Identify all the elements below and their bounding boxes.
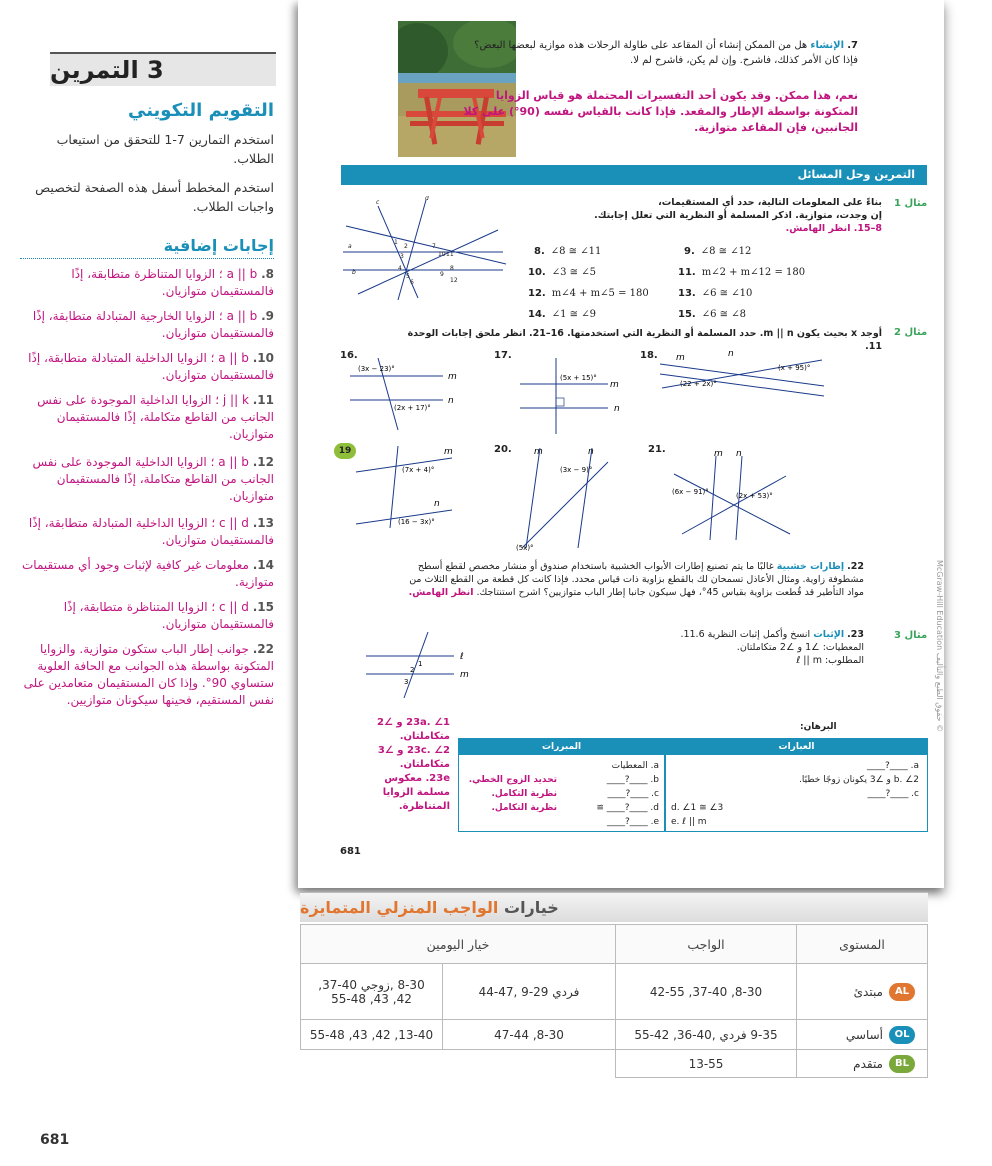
svg-text:9: 9 bbox=[440, 271, 444, 278]
svg-text:(16 − 3x)°: (16 − 3x)° bbox=[398, 518, 435, 526]
svg-text:(x + 95)°: (x + 95)° bbox=[778, 364, 811, 372]
question-7-answer: نعم، هذا ممكن. وقد يكون أحد التفسيرات المحتملة هو قياس الزوايا المتكونة بواسطة الإطار والمقعد. فإذا كانت بالقياس نفسه (90°) على كلا الجانبين، فإن المقاعد متوازية. bbox=[463, 89, 858, 134]
reason-b-answer: تحديد الزوج الخطي. bbox=[468, 775, 557, 785]
svg-text:m: m bbox=[610, 380, 619, 390]
svg-text:11: 11 bbox=[446, 251, 454, 258]
svg-text:6: 6 bbox=[410, 279, 414, 286]
svg-text:4: 4 bbox=[398, 265, 402, 272]
svg-text:m: m bbox=[676, 353, 685, 363]
reason-a: a. المعطيات bbox=[611, 761, 659, 771]
problem-19-badge: 19 bbox=[334, 443, 356, 459]
statement-e: e. ℓ || m bbox=[671, 817, 707, 827]
reason-d-answer: نظرية التكامل. bbox=[491, 803, 557, 813]
figure-19 bbox=[354, 444, 474, 530]
svg-text:n: n bbox=[728, 350, 734, 359]
problem-11: 11. m∠2 + m∠12 = 180 bbox=[678, 267, 806, 278]
reason-c: c. ____?____ bbox=[607, 789, 659, 799]
problem-18-num: 18. bbox=[640, 350, 658, 361]
example-2-label: مثال 2 bbox=[894, 327, 928, 338]
svg-text:1: 1 bbox=[418, 660, 423, 668]
svg-text:m: m bbox=[448, 372, 457, 382]
svg-text:10: 10 bbox=[438, 251, 446, 258]
svg-text:3: 3 bbox=[400, 253, 404, 260]
exercise-title: 3 التمرين bbox=[50, 52, 276, 86]
problem-17-num: 17. bbox=[494, 350, 512, 361]
svg-text:8: 8 bbox=[450, 265, 454, 272]
formative-para-2: استخدم المخطط أسفل هذه الصفحة لتخصيص واجبات الطلاب. bbox=[35, 180, 274, 214]
figure-16 bbox=[348, 356, 468, 436]
statement-d: d. ∠1 ≅ ∠3 bbox=[671, 803, 724, 813]
copyright-credit: McGraw-Hill Education حقوق الطبع والتأليف © bbox=[935, 560, 944, 733]
problem-15: 15. ∠6 ≅ ∠8 bbox=[678, 309, 746, 320]
problem-20-num: 20. bbox=[494, 444, 512, 455]
svg-text:b: b bbox=[352, 269, 356, 276]
statement-b: b. ∠2 و ∠3 يكونان زوجًا خطيًا. bbox=[799, 775, 919, 785]
answer-item: 13. c || d ؛ الزوايا الداخلية المتبادلة متطابقة، إذًا فالمستقيمان متوازيان. bbox=[28, 516, 274, 547]
svg-text:m: m bbox=[460, 670, 469, 680]
answer-item: 10. a || b ؛ الزوايا الداخلية المتبادلة متطابقة، إذًا فالمستقيمان متوازيان. bbox=[28, 351, 274, 382]
svg-text:5: 5 bbox=[406, 273, 410, 280]
section-bar: التمرين وحل المسائل bbox=[341, 165, 927, 185]
svg-text:1: 1 bbox=[394, 239, 398, 246]
svg-text:m: m bbox=[444, 447, 453, 457]
proof-label: البرهان: bbox=[800, 722, 837, 732]
svg-text:(3x − 9)°: (3x − 9)° bbox=[560, 466, 593, 474]
problem-9: 9. ∠8 ≅ ∠12 bbox=[684, 246, 752, 257]
reasons-header: المبررات bbox=[459, 739, 664, 755]
svg-text:n: n bbox=[434, 499, 440, 509]
svg-text:(5x)°: (5x)° bbox=[516, 544, 534, 552]
transversal-figure bbox=[338, 196, 508, 306]
problem-8: 8. ∠8 ≅ ∠11 bbox=[534, 246, 602, 257]
table-row: AL مبتدئ 8-30, 37-40, 42-55 فردي 29-9 ,47-44 8-30 ,زوجي 40-37, 42, 43, 48-55 bbox=[301, 964, 928, 1020]
svg-text:m: m bbox=[534, 447, 543, 457]
figure-18 bbox=[658, 350, 828, 400]
student-page-number: 681 bbox=[340, 846, 361, 857]
figure-17 bbox=[518, 356, 628, 436]
table-row: BL متقدم 13-55 bbox=[301, 1050, 928, 1078]
answer-item: 12. a || b ؛ الزوايا الداخلية الموجودة على نفس الجانب من القاطع متكاملة، إذًا فالمستقيمان متوازيان. bbox=[32, 455, 274, 503]
teacher-margin bbox=[0, 0, 292, 1166]
svg-text:n: n bbox=[614, 404, 620, 414]
reason-b: b. ____?____ bbox=[606, 775, 659, 785]
problem-12: 12. m∠4 + m∠5 = 180 bbox=[528, 288, 649, 299]
problem-21-num: 21. bbox=[648, 444, 666, 455]
proof-table bbox=[458, 738, 928, 832]
problem-13: 13. ∠6 ≅ ∠10 bbox=[678, 288, 753, 299]
page-number: 681 bbox=[40, 1132, 70, 1148]
level-badge: AL bbox=[889, 983, 915, 1001]
problem-10: 10. ∠3 ≅ ∠5 bbox=[528, 267, 596, 278]
reason-d: d. ____?____ ≅ bbox=[596, 803, 659, 813]
answer-item: 22. جوانب إطار الباب ستكون متوازية. والزوايا المتكونة بواسطة هذه الجوانب مع الحافة العلوية ستساوي 90°. وإذا كان المستقيمان متعامدين على نفس المستقيم، فحينها سيكونان متوازيين. bbox=[23, 642, 274, 707]
problem-14: 14. ∠1 ≅ ∠9 bbox=[528, 309, 596, 320]
svg-text:2: 2 bbox=[410, 666, 415, 674]
formative-heading: التقويم التكويني bbox=[127, 100, 274, 121]
col-level: المستوى bbox=[797, 925, 928, 964]
figure-21 bbox=[670, 444, 800, 544]
svg-text:(2x + 53)°: (2x + 53)° bbox=[736, 492, 773, 500]
answer-item: 14. معلومات غير كافية لإثبات وجود أي مستقيمات متوازية. bbox=[21, 558, 274, 589]
student-page bbox=[298, 0, 944, 888]
reason-e: e. ____?____ bbox=[606, 817, 659, 827]
problem-16-num: 16. bbox=[340, 350, 358, 361]
statement-c: c. ____?____ bbox=[867, 789, 919, 799]
svg-text:a: a bbox=[348, 243, 352, 250]
col-assignment: الواجب bbox=[616, 925, 797, 964]
svg-text:2: 2 bbox=[404, 243, 408, 250]
example-3-label: مثال 3 bbox=[894, 630, 928, 641]
svg-text:(5x + 15)°: (5x + 15)° bbox=[560, 374, 597, 382]
reason-c-answer: نظرية التكامل. bbox=[491, 789, 557, 799]
homework-table bbox=[300, 924, 928, 1078]
svg-text:ℓ: ℓ bbox=[460, 652, 464, 662]
example-2-instructions: أوجد x بحيث يكون m || n. حدد المسلمة أو النظرية التي استخدمتها. 16–21. انظر ملحق إجابات الوحدة 11. bbox=[407, 328, 882, 352]
level-badge: OL bbox=[889, 1026, 915, 1044]
figure-23 bbox=[364, 630, 484, 700]
statement-a: a. ____?____ bbox=[866, 761, 919, 771]
svg-text:(6x − 91)°: (6x − 91)° bbox=[672, 488, 709, 496]
svg-text:n: n bbox=[736, 449, 742, 459]
table-row: OL أساسي 9-35 فردي ,40-36, 42-55 8-30, 47-44 13-40, 42, 43, 55-48 bbox=[301, 1020, 928, 1050]
svg-text:m: m bbox=[714, 449, 723, 459]
col-two-day: خيار اليومين bbox=[301, 925, 616, 964]
example-1-label: مثال 1 bbox=[894, 198, 928, 209]
svg-text:(7x + 4)°: (7x + 4)° bbox=[402, 466, 435, 474]
svg-text:(3x − 23)°: (3x − 23)° bbox=[358, 365, 395, 373]
svg-text:(2x + 17)°: (2x + 17)° bbox=[394, 404, 431, 412]
level-badge: BL bbox=[889, 1055, 915, 1073]
svg-text:c: c bbox=[376, 199, 380, 206]
svg-text:n: n bbox=[588, 447, 594, 457]
question-23: 23. الإثبات انسخ وأكمل إثبات النظرية 11.6. المعطيات: ∠1 و ∠2 متكاملتان. المطلوب: ℓ || m bbox=[680, 629, 864, 666]
svg-text:7: 7 bbox=[432, 243, 436, 250]
svg-text:n: n bbox=[448, 396, 454, 406]
svg-text:(22 + 2x)°: (22 + 2x)° bbox=[680, 380, 717, 388]
formative-para-1: استخدم التمارين 7-1 للتحقق من استيعاب الطلاب. bbox=[56, 132, 274, 166]
example-1-instructions: بناءً على المعلومات التالية، حدد أي المستقيمات، إن وجدت، متوازية. اذكر المسلمة أو النظرية التي تعلل إجابتك. 8–15. انظر الهامش. bbox=[594, 197, 882, 234]
proof-notes: 23a. ∠1 و ∠2 متكاملتان. 23c. ∠2 و ∠3 متكاملتان. 23e. معكوس مسلمة الزوايا المتناظرة. bbox=[377, 717, 450, 812]
answer-item: 8. a || b ؛ الزوايا المتناظرة متطابقة، إذًا فالمستقيمان متوازيان. bbox=[71, 267, 274, 298]
svg-text:3: 3 bbox=[404, 678, 409, 686]
answer-item: 9. a || b ؛ الزوايا الخارجية المتبادلة متطابقة، إذًا فالمستقيمان متوازيان. bbox=[32, 309, 274, 340]
svg-text:12: 12 bbox=[450, 277, 458, 284]
figure-20 bbox=[512, 444, 622, 554]
question-7: 7. الإنشاء هل من الممكن إنشاء أن المقاعد على طاولة الرحلات هذه موازية لبعضها البعض؟ فإذا كان الأمر كذلك، فاشرح. وإن لم يكن، فاشرح لم لا. bbox=[474, 40, 858, 66]
svg-text:d: d bbox=[425, 196, 429, 202]
statements-header: العبارات bbox=[666, 739, 927, 755]
question-22: 22. إطارات خشبية غالبًا ما يتم تصنيع إطارات الأبواب الخشبية باستخدام صندوق أو منشار مخصص لقطع أسطح مشطوفة زاوية. ومثال الأعاذل تسمحان لك بالقطع بزاوية ذات قياس محدد. فإذا كانت كل قطعة من القطع الثلاث من مواد التأطير قد قُطعت بزاوية بقياس 45°، فهل سيكون جانبا إطار الباب متوازيين؟ اشرح استنتاجك. انظر الهامش. bbox=[408, 561, 864, 598]
answer-item: 15. c || d ؛ الزوايا المتناظرة متطابقة، إذًا فالمستقيمان متوازيان. bbox=[63, 600, 274, 631]
answer-item: 11. j || k ؛ الزوايا الداخلية الموجودة على نفس الجانب من القاطع متكاملة، إذًا فالمستقيمان متوازيان. bbox=[37, 393, 274, 441]
homework-options-header: خيارات الواجب المنزلي المتمايزة bbox=[300, 892, 928, 922]
extra-answers-heading: إجابات إضافية bbox=[20, 236, 274, 259]
